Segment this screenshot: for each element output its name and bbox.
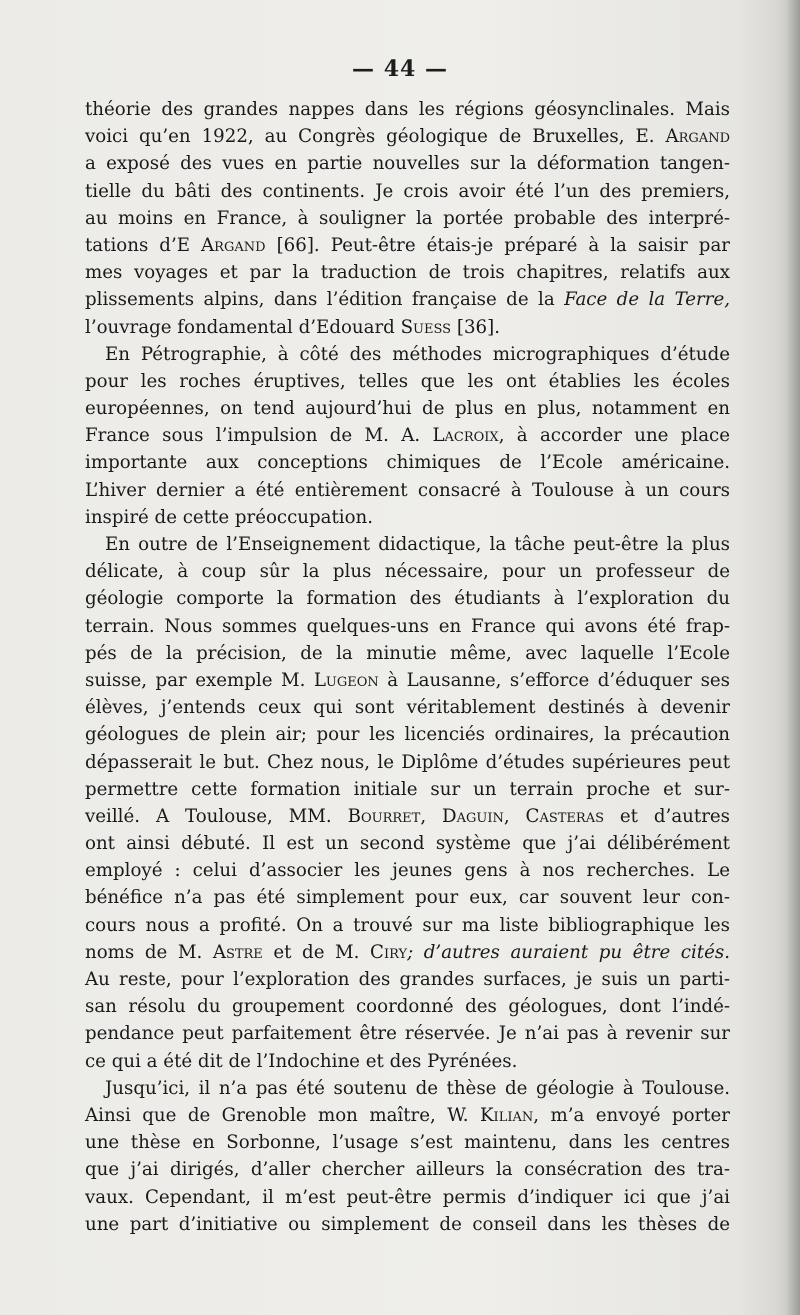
text-line [85, 749, 730, 776]
text-line [85, 368, 730, 395]
text-line [85, 96, 730, 123]
text-line [85, 449, 730, 476]
text-run: En Pétrographie, à côté des méthodes micrographiques d’étude [105, 343, 730, 365]
text-line [85, 314, 730, 341]
text-run: plissements alpins, dans l’édition française de la [85, 289, 565, 311]
author-name: Lacroix [432, 425, 499, 447]
text-run: vaux. Cependant, il m’est peut-être permis d’indiquer ici que j’ai [85, 1186, 730, 1208]
text-line [85, 993, 730, 1020]
text-line [85, 205, 730, 232]
author-name: Ciry [370, 941, 408, 963]
text-run: pés de la précision, de la minutie même, avec laquelle l’Ecole [85, 642, 730, 664]
text-line [85, 830, 730, 857]
text-run: France sous l’impulsion de M. A. [85, 425, 433, 447]
text-run: voici qu’en 1922, au Congrès géologique de Bruxelles, E. [85, 126, 666, 148]
text-run: bénéfice n’a pas été simplement pour eux, car souvent leur con- [85, 887, 730, 909]
text-run: a exposé des vues en partie nouvelles sur la déformation tangen- [85, 153, 730, 175]
text-run: employé : celui d’associer les jeunes gens à nos recherches. Le [85, 860, 730, 882]
text-run: cours nous a profité. On a trouvé sur ma liste bibliographique les [85, 914, 730, 936]
text-run: [66]. Peut-être étais-je préparé à la saisir par [265, 234, 730, 256]
author-name: Bourret, Daguin, Casteras [347, 805, 604, 827]
text-line [85, 531, 730, 558]
text-run: au moins en France, à souligner la portée probable des interpré- [85, 207, 730, 229]
text-run: tielle du bâti des continents. Je crois avoir été l’un des premiers, [85, 180, 730, 202]
text-run: [36]. [451, 316, 500, 338]
text-line [85, 178, 730, 205]
text-run: inspiré de cette préoccupation. [85, 506, 374, 528]
text-line [85, 857, 730, 884]
text-run: une thèse en Sorbonne, l’usage s’est maintenu, dans les centres [85, 1132, 730, 1154]
text-run: et d’autres [604, 805, 730, 827]
text-run: mes voyages et par la traduction de trois chapitres, relatifs aux [85, 262, 730, 284]
text-run: une part d’initiative ou simplement de conseil dans les thèses de [85, 1213, 730, 1235]
text-run: pour les roches éruptives, telles que les ont établies les écoles [85, 370, 730, 392]
text-line [85, 123, 730, 150]
text-line [85, 1075, 730, 1102]
text-run: pendance peut parfaitement être réservée. Je n’ai pas à revenir sur [85, 1023, 730, 1045]
author-name: Astre [212, 941, 263, 963]
text-run: En outre de l’Enseignement didactique, la tâche peut-être la plus [105, 534, 730, 555]
italic-text: Face de la Terre, [564, 289, 730, 311]
body-text [85, 96, 730, 1238]
text-run: terrain. Nous sommes quelques-uns en France qui avons été frap- [85, 615, 730, 637]
page-number: — 44 — [352, 56, 448, 82]
text-line [85, 585, 730, 612]
text-run: l’ouvrage fondamental d’Edouard [85, 316, 401, 338]
text-run: ce qui a été dit de l’Indochine et des Pyrénées. [85, 1050, 518, 1072]
text-line [85, 884, 730, 911]
author-name: Argand [665, 126, 730, 148]
text-line [85, 395, 730, 422]
text-run: permettre cette formation initiale sur un terrain proche et sur- [85, 778, 730, 800]
text-run: , m’a envoyé porter [533, 1104, 731, 1126]
text-run: que j’ai dirigés, d’aller chercher ailleurs la consécration des tra- [85, 1159, 730, 1181]
text-line [85, 1102, 730, 1129]
text-run: Ainsi que de Grenoble mon maître, W. [85, 1104, 480, 1126]
text-line [85, 259, 730, 286]
text-line [85, 1129, 730, 1156]
text-run: Au reste, pour l’exploration des grandes surfaces, je suis un parti- [85, 969, 730, 990]
author-name: Suess [400, 316, 452, 338]
text-line [85, 558, 730, 585]
text-line [85, 1048, 730, 1075]
text-run: géologues de plein air; pour les licenciés ordinaires, la précaution [85, 724, 730, 746]
text-line [85, 341, 730, 368]
text-run: géologie comporte la formation des étudiants à l’exploration du [85, 588, 730, 610]
text-line [85, 422, 730, 449]
text-run: veillé. A Toulouse, MM. [85, 805, 348, 827]
text-run: européennes, on tend aujourd’hui de plus en plus, notamment en [85, 398, 730, 420]
text-line [85, 1211, 730, 1238]
text-line [85, 1020, 730, 1047]
text-line [85, 150, 730, 177]
text-run: noms de M. [85, 941, 213, 963]
text-run: , à accorder une place [498, 425, 730, 447]
text-run: tations d’E [85, 234, 202, 256]
text-line [85, 1156, 730, 1183]
italic-text: ; d’autres auraient pu être cités. [407, 941, 730, 963]
text-line [85, 504, 730, 531]
text-line [85, 721, 730, 748]
text-line [85, 776, 730, 803]
text-line [85, 232, 730, 259]
text-run: L’hiver dernier a été entièrement consacré à Toulouse à un cours [85, 479, 730, 501]
text-line [85, 694, 730, 721]
text-run: importante aux conceptions chimiques de l’Ecole américaine. [85, 452, 730, 474]
text-run: san résolu du groupement coordonné des géologues, dont l’indé- [85, 996, 730, 1018]
text-run: Jusqu’ici, il n’a pas été soutenu de thèse de géologie à Toulouse. [105, 1077, 730, 1099]
text-line [85, 803, 730, 830]
text-line [85, 912, 730, 939]
page-edge-shadow [786, 0, 800, 1315]
text-line [85, 667, 730, 694]
text-run: et de M. [262, 941, 371, 963]
text-run: théorie des grandes nappes dans les régions géosynclinales. Mais [85, 99, 730, 120]
text-run: dépasserait le but. Chez nous, le Diplôme d’études supérieures peut [85, 751, 730, 773]
author-name: Lugeon [313, 669, 379, 691]
text-run: délicate, à coup sûr la plus nécessaire, pour un professeur de [85, 561, 730, 583]
text-line [85, 966, 730, 993]
author-name: Kilian [479, 1104, 534, 1126]
author-name: Argand [201, 234, 266, 256]
text-line [85, 640, 730, 667]
text-run: suisse, par exemple M. [85, 669, 314, 691]
text-line [85, 286, 730, 313]
text-line [85, 1184, 730, 1211]
text-line [85, 613, 730, 640]
text-run: ont ainsi débuté. Il est un second système que j’ai délibérément [85, 833, 730, 855]
text-run: élèves, j’entends ceux qui sont véritablement destinés à devenir [85, 697, 730, 719]
text-run: à Lausanne, s’efforce d’éduquer ses [378, 669, 730, 691]
text-line [85, 939, 730, 966]
text-line [85, 477, 730, 504]
